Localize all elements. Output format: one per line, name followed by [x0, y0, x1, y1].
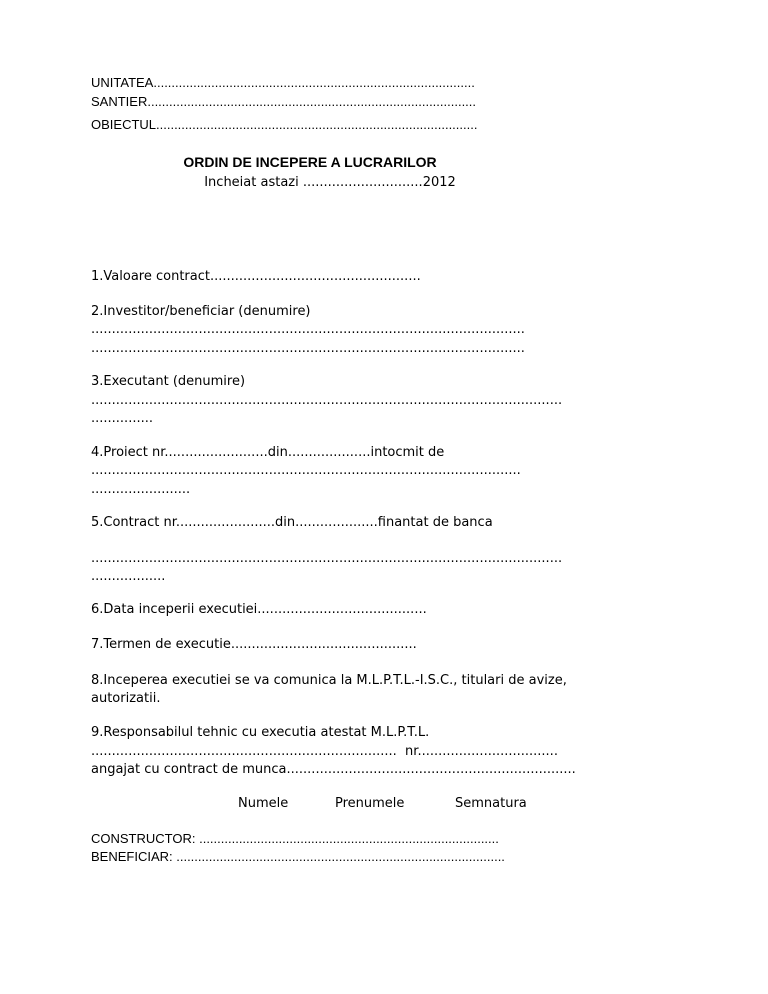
santier-line: SANTIER........................................................................................... — [91, 94, 477, 109]
item-5-line-3: .................. — [91, 569, 166, 584]
item-2-label: 2.Investitor/beneficiar (denumire) — [91, 304, 311, 319]
item-4-line-3: ........................ — [91, 482, 191, 497]
item-3-label: 3.Executant (denumire) — [91, 374, 246, 389]
item-8-line-1: 8.Inceperea executiei se va comunica la M.L.P.T.L.-I.S.C., titulari de avize, — [91, 673, 567, 688]
item-5-line-1: 5.Contract nr........................din....................finantat de banca — [91, 515, 493, 530]
item-2-line-1: ......................................................................................................... — [91, 322, 525, 337]
column-prenumele: Prenumele — [335, 796, 405, 811]
constructor-line: CONSTRUCTOR: ................................................................................... — [91, 831, 499, 846]
item-9-line-2: .......................................................................... nr.................................. — [91, 744, 558, 759]
item-3-line-1: .................................................................................................................. — [91, 393, 563, 408]
item-9-line-1: 9.Responsabilul tehnic cu executia atestat M.L.P.T.L. — [91, 725, 430, 740]
item-2-line-2: ......................................................................................................... — [91, 341, 525, 356]
item-4-line-1: 4.Proiect nr.........................din....................intocmit de — [91, 445, 445, 460]
item-4-line-2: ........................................................................................................ — [91, 463, 521, 478]
column-numele: Numele — [238, 796, 289, 811]
item-8-line-2: autorizatii. — [91, 691, 161, 706]
unitatea-line: UNITATEA......................................................................................... — [91, 75, 475, 90]
document-subtitle: Incheiat astazi .............................2012 — [204, 175, 456, 190]
item-9-line-3: angajat cu contract de munca...................................................................... — [91, 762, 576, 777]
column-semnatura: Semnatura — [455, 796, 527, 811]
item-6-data-inceperii: 6.Data inceperii executiei......................................... — [91, 602, 427, 617]
document-title: ORDIN DE INCEPERE A LUCRARILOR — [183, 154, 437, 170]
obiectul-line: OBIECTUL......................................................................................... — [91, 117, 478, 132]
item-1-valoare-contract: 1.Valoare contract................................................... — [91, 269, 421, 284]
beneficiar-line: BENEFICIAR: ........................................................................................... — [91, 849, 505, 864]
item-3-line-2: ............... — [91, 411, 153, 426]
item-7-termen: 7.Termen de executie............................................. — [91, 637, 417, 652]
item-5-line-2: .................................................................................................................. — [91, 551, 563, 566]
